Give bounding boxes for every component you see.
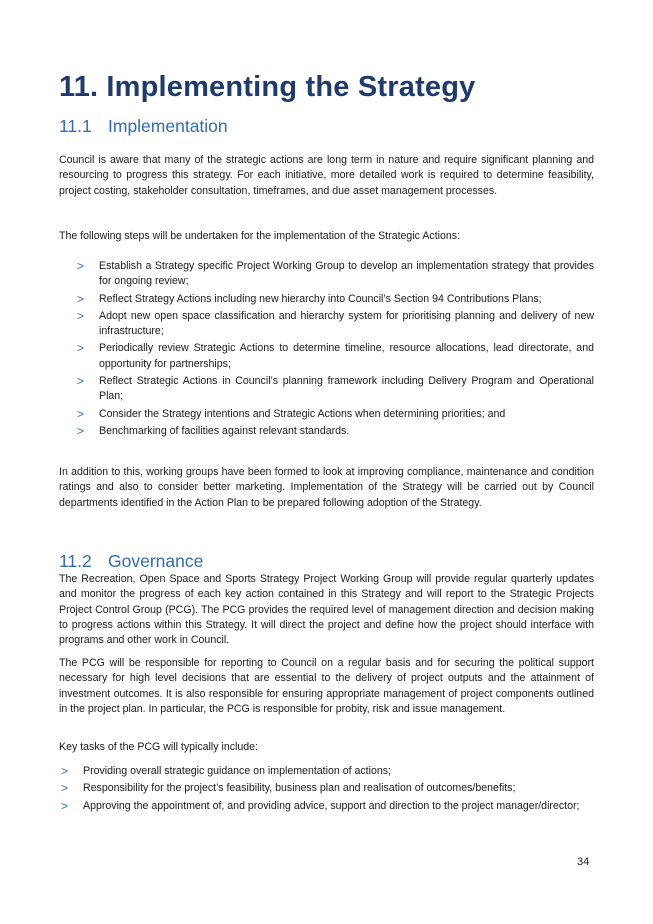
chevron-bullet-icon: > (77, 341, 85, 356)
chevron-bullet-icon: > (61, 781, 69, 796)
list-item: > Benchmarking of facilities against relevant standards. (77, 423, 350, 438)
list-item: > Responsibility for the project’s feasibility, business plan and realisation of outcomes/benefits; (61, 781, 516, 796)
section-title: Governance (108, 551, 204, 571)
list-item: > Reflect Strategy Actions including new hierarchy into Council’s Section 94 Contributions Plans; (77, 291, 542, 306)
list-item: > Providing overall strategic guidance on implementation of actions; (61, 764, 391, 778)
list-item: > Reflect Strategic Actions in Council’s planning framework including Delivery Program and Operational Plan; (77, 374, 594, 403)
section-number: 11.2 (59, 551, 92, 571)
chevron-bullet-icon: > (61, 764, 69, 778)
chapter-heading (59, 70, 476, 104)
chevron-bullet-icon: > (77, 374, 85, 389)
implementation-paragraph-3: In addition to this, working groups have been formed to look at improving compliance, maintenance and condition ratings and also to consider better marketing. Implementation of the Strategy will be carried out by Council departments identified in the Action Plan to be prepared following adoption of the Strategy. (59, 466, 594, 509)
chevron-bullet-icon: > (77, 308, 85, 323)
governance-paragraph-1: The Recreation, Open Space and Sports Strategy Project Working Group will provide regular quarterly updates and monitor the progress of each key action contained in this Strategy and will report to the Strategic Projects Project Control Group (PCG). The PCG provides the required level of management direction and decision making to progress actions within this Strategy. It will direct the project and define how the project should interface with programs and other work in Council. (59, 573, 594, 647)
list-item: > Consider the Strategy intentions and Strategic Actions when determining priorities; and (77, 406, 506, 421)
section-title: Implementation (108, 116, 228, 136)
chevron-bullet-icon: > (77, 291, 85, 306)
chevron-bullet-icon: > (77, 259, 85, 273)
list-item: > Adopt new open space classification and hierarchy system for prioritising planning and delivery of new infrastructure; (77, 308, 594, 338)
governance-paragraph-3: Key tasks of the PCG will typically include: (59, 741, 259, 753)
page-number: 34 (577, 856, 590, 868)
chapter-title: Implementing the Strategy (106, 71, 476, 103)
governance-paragraph-2: The PCG will be responsible for reporting to Council on a regular basis and for securing the political support necessary for high level decisions that are essential to the delivery of project outputs and the attainment of investment outcomes. It is also responsible for ensuring appropriate management of project components outlined in the project plan. In particular, the PCG is responsible for probity, risk and issue management. (59, 657, 594, 715)
chevron-bullet-icon: > (77, 423, 85, 438)
implementation-paragraph-1: Council is aware that many of the strategic actions are long term in nature and require significant planning and resourcing to progress this strategy. For each initiative, more detailed work is required to determine feasibility, project costing, stakeholder consultation, timeframes, and due asset management processes. (59, 154, 594, 197)
list-item: > Periodically review Strategic Actions to determine timeline, resource allocations, lead directorate, and opportunity for partnerships; (77, 341, 594, 370)
implementation-steps-list (77, 259, 594, 441)
list-item: > Establish a Strategy specific Project Working Group to develop an implementation strategy that provides for ongoing review; (77, 259, 594, 288)
chapter-number: 11. (59, 71, 99, 103)
section-heading-governance (59, 550, 203, 572)
section-number: 11.1 (59, 116, 92, 136)
list-item: > Approving the appointment of, and providing advice, support and direction to the project manager/director; (61, 798, 580, 813)
pcg-tasks-list (61, 764, 594, 816)
section-heading-implementation (59, 115, 228, 137)
chevron-bullet-icon: > (61, 798, 69, 813)
implementation-paragraph-2: The following steps will be undertaken for the implementation of the Strategic Actions: (59, 230, 461, 242)
chevron-bullet-icon: > (77, 406, 85, 421)
